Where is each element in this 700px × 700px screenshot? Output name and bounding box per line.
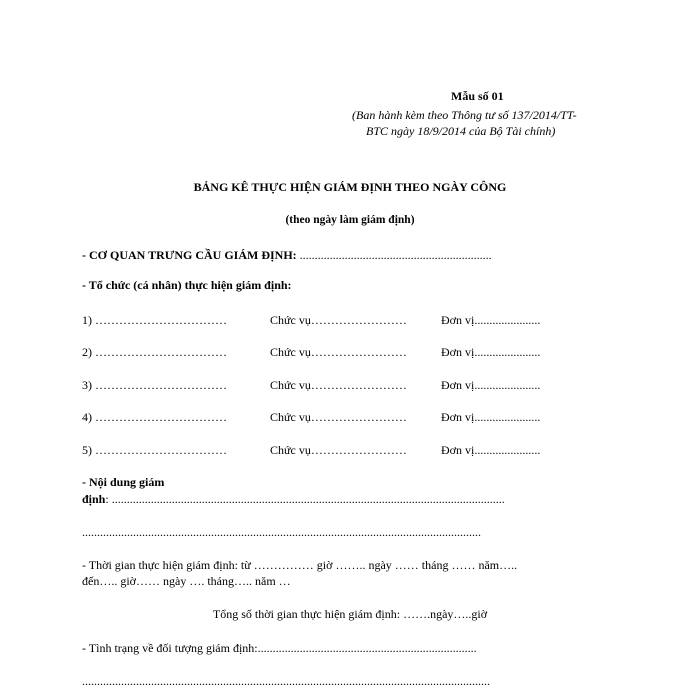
row-4-position-blank: Chức vụ…………………… [270, 410, 407, 424]
content-line-2 [82, 491, 505, 507]
row-5-unit-blank: Đơn vị...................... [441, 443, 541, 457]
form-number: Mẫu số 01 [451, 89, 504, 103]
row-1-unit-blank: Đơn vị...................... [441, 313, 541, 327]
row-3-unit-blank: Đơn vị...................... [441, 378, 541, 392]
document-subtitle: (theo ngày làm giám định) [285, 214, 415, 226]
time-line-2: đến….. giờ…… ngày …. tháng….. năm … [82, 574, 291, 588]
time-line-1: - Thời gian thực hiện giám định: từ …………… giờ …….. ngày …… tháng …… năm….. [82, 558, 518, 572]
row-5-position-blank: Chức vụ…………………… [270, 443, 407, 457]
content-label: - Nội dung giám [82, 475, 165, 489]
content-blank-1: : ................................................................................................................................... [105, 492, 505, 506]
document-title: BẢNG KÊ THỰC HIỆN GIÁM ĐỊNH THEO NGÀY CÔNG [193, 180, 507, 194]
requesting-agency-line [82, 247, 492, 263]
row-2-position-blank: Chức vụ…………………… [270, 345, 407, 359]
row-3-position-blank: Chức vụ…………………… [270, 378, 407, 392]
organization-label: - Tổ chức (cá nhân) thực hiện giám định: [82, 278, 292, 292]
requesting-agency-label: - CƠ QUAN TRƯNG CẦU GIÁM ĐỊNH: [82, 248, 297, 262]
row-1-name-blank: 1) …………………………… [82, 313, 227, 327]
status-blank: ......................................................................... [257, 641, 477, 655]
row-2-name-blank: 2) …………………………… [82, 345, 227, 359]
content-blank-2: ..................................................................................................................................... [82, 525, 481, 539]
row-2-unit-blank: Đơn vị...................... [441, 345, 541, 359]
row-3-name-blank: 3) …………………………… [82, 378, 227, 392]
row-1-position-blank: Chức vụ…………………… [270, 313, 407, 327]
total-time-line: Tổng số thời gian thực hiện giám định: …….ngày…..giờ [212, 607, 488, 621]
row-5-name-blank: 5) …………………………… [82, 443, 227, 457]
content-label-cont: định [82, 492, 106, 506]
issuance-note-line2: BTC ngày 18/9/2014 của Bộ Tài chính) [366, 124, 556, 138]
status-line [82, 640, 477, 656]
row-4-unit-blank: Đơn vị...................... [441, 410, 541, 424]
status-label: - Tình trạng về đối tượng giám định: [82, 641, 258, 655]
requesting-agency-blank: ................................................................ [296, 248, 492, 262]
row-4-name-blank: 4) …………………………… [82, 410, 227, 424]
status-blank-2: ........................................................................................................................................ [82, 674, 490, 688]
issuance-note-line1: (Ban hành kèm theo Thông tư số 137/2014/TT- [352, 108, 577, 122]
